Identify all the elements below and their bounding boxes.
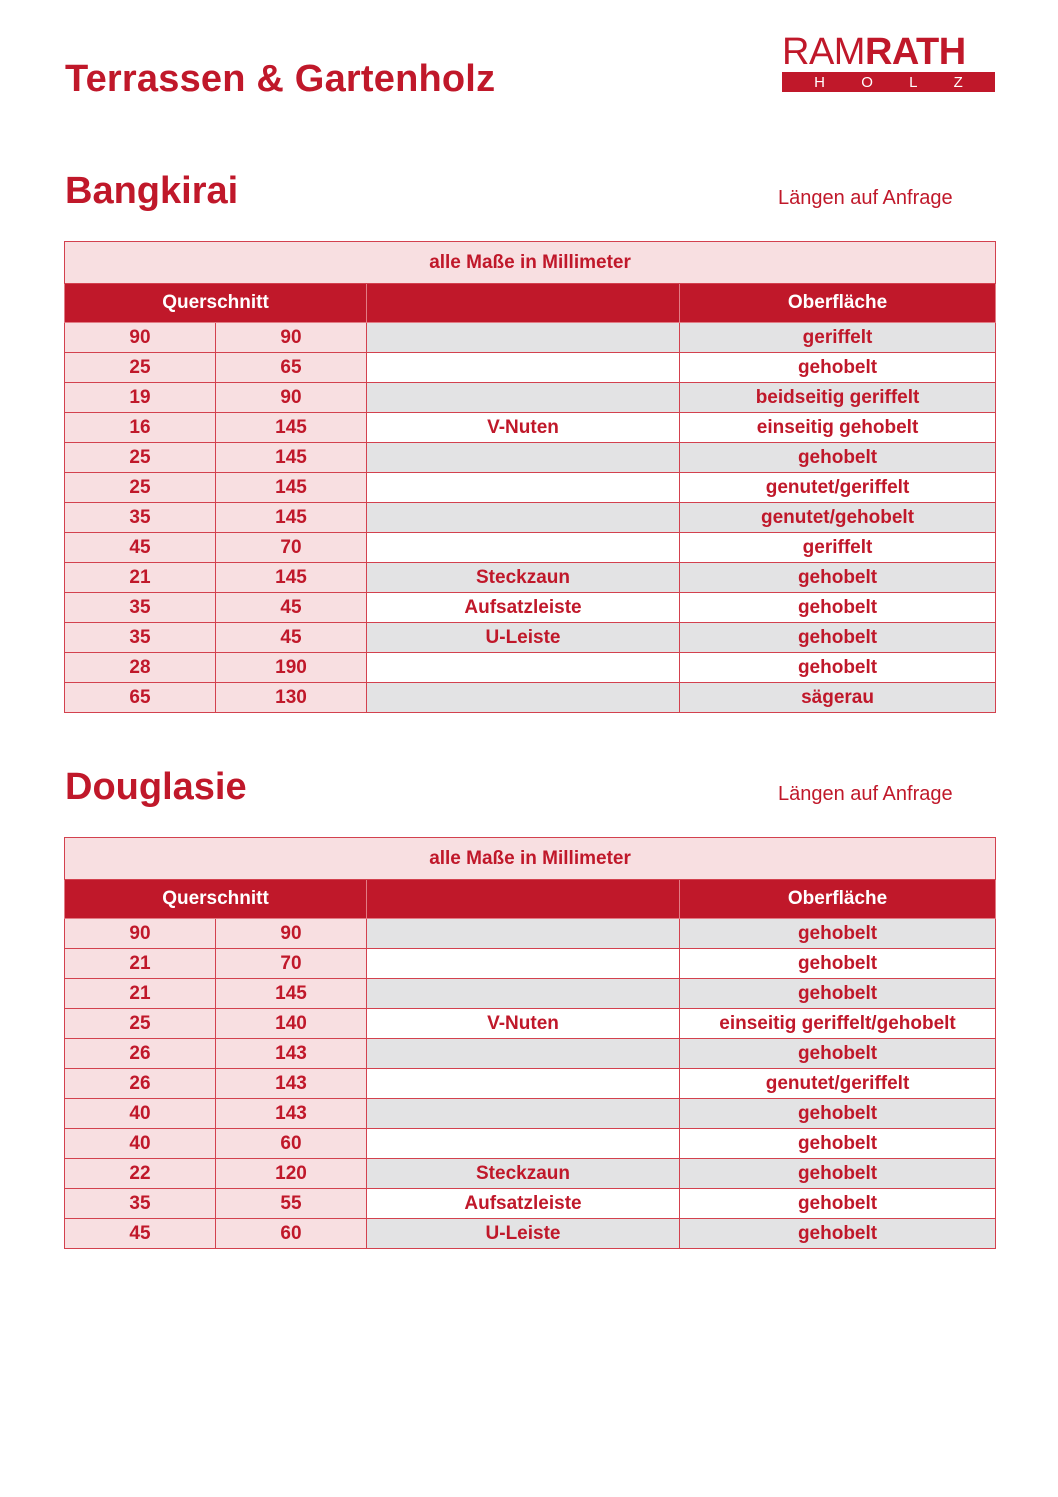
cell-thickness: 35 [65,593,216,623]
cell-profile [367,949,680,979]
cell-profile: U-Leiste [367,1219,680,1249]
cell-surface: gehobelt [680,1099,996,1129]
cell-surface: geriffelt [680,533,996,563]
cell-thickness: 19 [65,383,216,413]
cell-profile [367,979,680,1009]
cell-surface: genutet/gehobelt [680,503,996,533]
table-row [65,949,996,979]
cell-width: 45 [216,623,367,653]
cell-profile: Aufsatzleiste [367,1189,680,1219]
cell-width: 143 [216,1069,367,1099]
table-row [65,503,996,533]
cell-thickness: 25 [65,443,216,473]
table-row [65,353,996,383]
cell-width: 145 [216,413,367,443]
cell-width: 90 [216,919,367,949]
cell-thickness: 35 [65,503,216,533]
cell-profile [367,353,680,383]
cell-profile: U-Leiste [367,623,680,653]
cell-thickness: 16 [65,413,216,443]
table-row [65,1009,996,1039]
cell-thickness: 45 [65,533,216,563]
cell-thickness: 40 [65,1099,216,1129]
cell-thickness: 65 [65,683,216,713]
cell-width: 190 [216,653,367,683]
cell-profile [367,1069,680,1099]
table-row [65,413,996,443]
cell-profile [367,323,680,353]
section-title-bangkirai: Bangkirai [65,170,239,212]
header-oberflaeche: Oberfläche [680,284,996,323]
table-row [65,383,996,413]
cell-width: 70 [216,949,367,979]
cell-thickness: 35 [65,623,216,653]
table-bangkirai [64,241,996,713]
header-row [65,880,996,919]
cell-thickness: 21 [65,949,216,979]
cell-surface: gehobelt [680,653,996,683]
cell-profile: V-Nuten [367,413,680,443]
cell-width: 145 [216,563,367,593]
cell-profile [367,383,680,413]
page-title: Terrassen & Gartenholz [65,58,496,100]
logo-wordmark-thin: RAM [782,31,865,73]
section-note-bangkirai: Längen auf Anfrage [778,187,953,209]
cell-surface: einseitig geriffelt/gehobelt [680,1009,996,1039]
table-row [65,473,996,503]
table-row [65,1129,996,1159]
cell-profile [367,919,680,949]
cell-width: 143 [216,1099,367,1129]
logo-wordmark-bold: RATH [864,31,966,73]
cell-profile: Aufsatzleiste [367,593,680,623]
cell-thickness: 90 [65,919,216,949]
cell-surface: geriffelt [680,323,996,353]
table-row [65,1039,996,1069]
cell-width: 60 [216,1219,367,1249]
ramrath-logo [782,33,995,92]
cell-thickness: 22 [65,1159,216,1189]
cell-surface: beidseitig geriffelt [680,383,996,413]
cell-surface: gehobelt [680,563,996,593]
cell-width: 143 [216,1039,367,1069]
cell-thickness: 40 [65,1129,216,1159]
cell-thickness: 35 [65,1189,216,1219]
cell-profile [367,1129,680,1159]
cell-width: 130 [216,683,367,713]
section-note-douglasie: Längen auf Anfrage [778,783,953,805]
cell-width: 140 [216,1009,367,1039]
cell-thickness: 26 [65,1039,216,1069]
cell-width: 120 [216,1159,367,1189]
cell-thickness: 25 [65,1009,216,1039]
cell-surface: gehobelt [680,1039,996,1069]
table-row [65,979,996,1009]
table-douglasie [64,837,996,1249]
cell-width: 145 [216,473,367,503]
cell-profile [367,443,680,473]
cell-thickness: 26 [65,1069,216,1099]
cell-thickness: 25 [65,353,216,383]
header-col3 [367,880,680,919]
header-oberflaeche: Oberfläche [680,880,996,919]
cell-surface: gehobelt [680,919,996,949]
cell-thickness: 45 [65,1219,216,1249]
units-label: alle Maße in Millimeter [65,242,996,284]
table-row [65,443,996,473]
table-row [65,623,996,653]
cell-surface: gehobelt [680,1219,996,1249]
cell-profile [367,1099,680,1129]
cell-profile: Steckzaun [367,1159,680,1189]
cell-thickness: 28 [65,653,216,683]
cell-surface: gehobelt [680,353,996,383]
cell-thickness: 21 [65,979,216,1009]
table-body [65,838,996,1249]
cell-profile: Steckzaun [367,563,680,593]
cell-width: 145 [216,503,367,533]
cell-width: 60 [216,1129,367,1159]
cell-width: 145 [216,979,367,1009]
cell-surface: sägerau [680,683,996,713]
table-row [65,1159,996,1189]
logo-letter: Z [953,73,963,91]
table-row [65,1189,996,1219]
cell-thickness: 25 [65,473,216,503]
cell-surface: gehobelt [680,623,996,653]
table-row [65,1219,996,1249]
cell-surface: einseitig gehobelt [680,413,996,443]
table-row [65,919,996,949]
cell-width: 90 [216,383,367,413]
cell-profile [367,473,680,503]
cell-profile [367,503,680,533]
units-row [65,838,996,880]
cell-width: 45 [216,593,367,623]
logo-letter: L [909,73,918,91]
logo-letter: O [861,73,873,91]
header-querschnitt: Querschnitt [65,284,367,323]
cell-thickness: 21 [65,563,216,593]
cell-thickness: 90 [65,323,216,353]
section-title-douglasie: Douglasie [65,766,247,808]
table-row [65,533,996,563]
table-row [65,653,996,683]
logo-subline [782,72,995,92]
logo-letter: H [814,73,825,91]
cell-profile: V-Nuten [367,1009,680,1039]
cell-surface: gehobelt [680,979,996,1009]
table-row [65,563,996,593]
units-row [65,242,996,284]
header-querschnitt: Querschnitt [65,880,367,919]
table-row [65,1069,996,1099]
cell-surface: gehobelt [680,593,996,623]
cell-surface: genutet/geriffelt [680,1069,996,1099]
cell-surface: gehobelt [680,1189,996,1219]
cell-width: 145 [216,443,367,473]
cell-surface: gehobelt [680,949,996,979]
table-row [65,323,996,353]
table-body [65,242,996,713]
cell-surface: gehobelt [680,1129,996,1159]
table-row [65,593,996,623]
cell-profile [367,683,680,713]
cell-surface: genutet/geriffelt [680,473,996,503]
cell-surface: gehobelt [680,443,996,473]
cell-surface: gehobelt [680,1159,996,1189]
header-col3 [367,284,680,323]
cell-profile [367,653,680,683]
table-row [65,683,996,713]
cell-profile [367,533,680,563]
cell-width: 55 [216,1189,367,1219]
logo-wordmark [782,33,995,71]
cell-profile [367,1039,680,1069]
cell-width: 70 [216,533,367,563]
cell-width: 65 [216,353,367,383]
table-row [65,1099,996,1129]
units-label: alle Maße in Millimeter [65,838,996,880]
cell-width: 90 [216,323,367,353]
header-row [65,284,996,323]
